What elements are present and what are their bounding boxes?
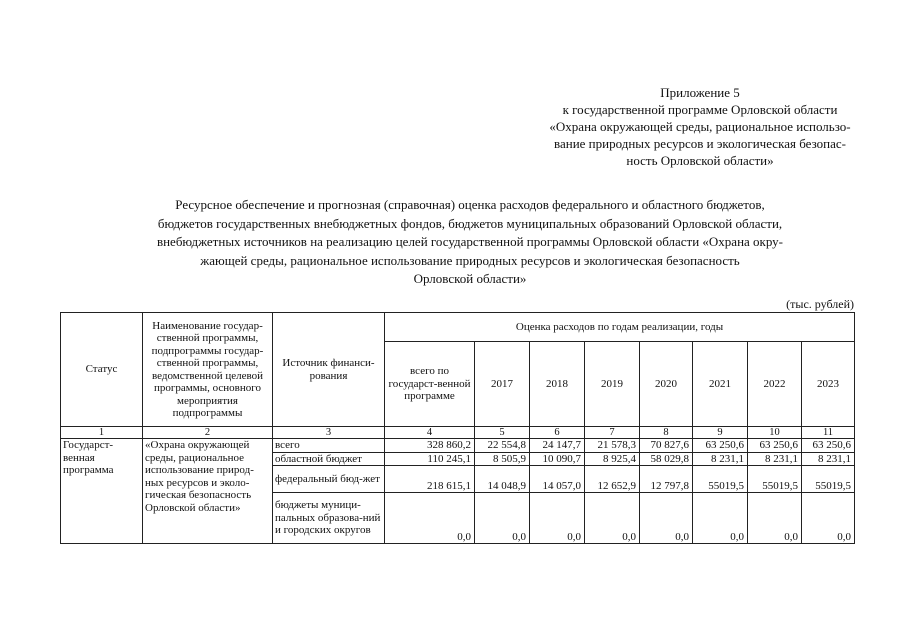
value-cell: 0,0 [802, 493, 855, 544]
header-estimate: Оценка расходов по годам реализации, годы [385, 313, 855, 342]
column-number: 2 [143, 427, 273, 439]
header-year: 2018 [530, 342, 585, 427]
header-year: 2020 [640, 342, 693, 427]
value-cell: 55019,5 [748, 466, 802, 493]
value-cell: 12 652,9 [585, 466, 640, 493]
header-total: всего по государст-венной программе [385, 342, 475, 427]
column-number: 8 [640, 427, 693, 439]
title-line: внебюджетных источников на реализацию целей государственной программы Орловской области «Охрана окру- [156, 234, 784, 249]
header-status: Статус [61, 313, 143, 427]
value-cell: 55019,5 [802, 466, 855, 493]
column-number: 4 [385, 427, 475, 439]
value-cell: 8 231,1 [693, 452, 748, 466]
appendix-line: «Охрана окружающей среды, рациональное использо- [549, 119, 851, 134]
value-cell: 24 147,7 [530, 439, 585, 453]
value-cell: 21 578,3 [585, 439, 640, 453]
source-cell: бюджеты муници-пальных образова-ний и городских округов [273, 493, 385, 544]
program-name-cell: «Охрана окружающей среды, рациональное использование природ-ных ресурсов и эколо-гическая безопасность Орловской области» [143, 439, 273, 544]
header-year: 2019 [585, 342, 640, 427]
header-year: 2023 [802, 342, 855, 427]
header-year: 2021 [693, 342, 748, 427]
title-line: бюджетов государственных внебюджетных фондов, бюджетов муниципальных образований Орловской области, [157, 215, 783, 231]
value-cell: 55019,5 [693, 466, 748, 493]
value-cell: 22 554,8 [475, 439, 530, 453]
value-cell: 63 250,6 [693, 439, 748, 453]
header-year: 2017 [475, 342, 530, 427]
value-cell: 0,0 [748, 493, 802, 544]
value-cell: 12 797,8 [640, 466, 693, 493]
appendix-line: Приложение 5 [660, 85, 740, 100]
document-title [90, 196, 850, 289]
value-cell: 0,0 [385, 493, 475, 544]
column-number: 3 [273, 427, 385, 439]
header-source: Источник финанси-рования [273, 313, 385, 427]
appendix-line: ность Орловской области» [626, 153, 774, 168]
column-number: 1 [61, 427, 143, 439]
column-number-row [61, 427, 855, 439]
source-cell: областной бюджет [273, 452, 385, 466]
funding-table [60, 312, 855, 544]
header-year: 2022 [748, 342, 802, 427]
value-cell: 10 090,7 [530, 452, 585, 466]
status-cell: Государст-венная программа [61, 439, 143, 544]
column-number: 11 [802, 427, 855, 439]
value-cell: 14 048,9 [475, 466, 530, 493]
value-cell: 8 505,9 [475, 452, 530, 466]
value-cell: 63 250,6 [802, 439, 855, 453]
column-number: 10 [748, 427, 802, 439]
source-cell: федеральный бюд-жет [273, 466, 385, 493]
value-cell: 0,0 [693, 493, 748, 544]
value-cell: 328 860,2 [385, 439, 475, 453]
value-cell: 218 615,1 [385, 466, 475, 493]
column-number: 6 [530, 427, 585, 439]
units-label: (тыс. рублей) [786, 297, 854, 311]
column-number: 7 [585, 427, 640, 439]
header-row [61, 313, 855, 342]
title-line: Орловской области» [413, 271, 527, 286]
value-cell: 14 057,0 [530, 466, 585, 493]
column-number: 9 [693, 427, 748, 439]
value-cell: 8 231,1 [748, 452, 802, 466]
value-cell: 8 925,4 [585, 452, 640, 466]
value-cell: 58 029,8 [640, 452, 693, 466]
value-cell: 0,0 [475, 493, 530, 544]
title-line: жающей среды, рациональное использование природных ресурсов и экологическая безопасность [200, 252, 740, 268]
value-cell: 8 231,1 [802, 452, 855, 466]
value-cell: 63 250,6 [748, 439, 802, 453]
value-cell: 0,0 [530, 493, 585, 544]
source-cell: всего [273, 439, 385, 453]
header-name: Наименование государ-ственной программы, подпрограммы государ-ственной программы, ведомственной целевой программы, основного мероприятия подпрограммы [143, 313, 273, 427]
table-row [61, 439, 855, 453]
value-cell: 0,0 [585, 493, 640, 544]
value-cell: 70 827,6 [640, 439, 693, 453]
appendix-line: вание природных ресурсов и экологическая безопас- [554, 136, 846, 151]
value-cell: 110 245,1 [385, 452, 475, 466]
value-cell: 0,0 [640, 493, 693, 544]
column-number: 5 [475, 427, 530, 439]
appendix-header [500, 84, 900, 169]
title-line: Ресурсное обеспечение и прогнозная (справочная) оценка расходов федерального и областного бюджетов, [175, 197, 765, 212]
appendix-line: к государственной программе Орловской области [562, 102, 838, 117]
